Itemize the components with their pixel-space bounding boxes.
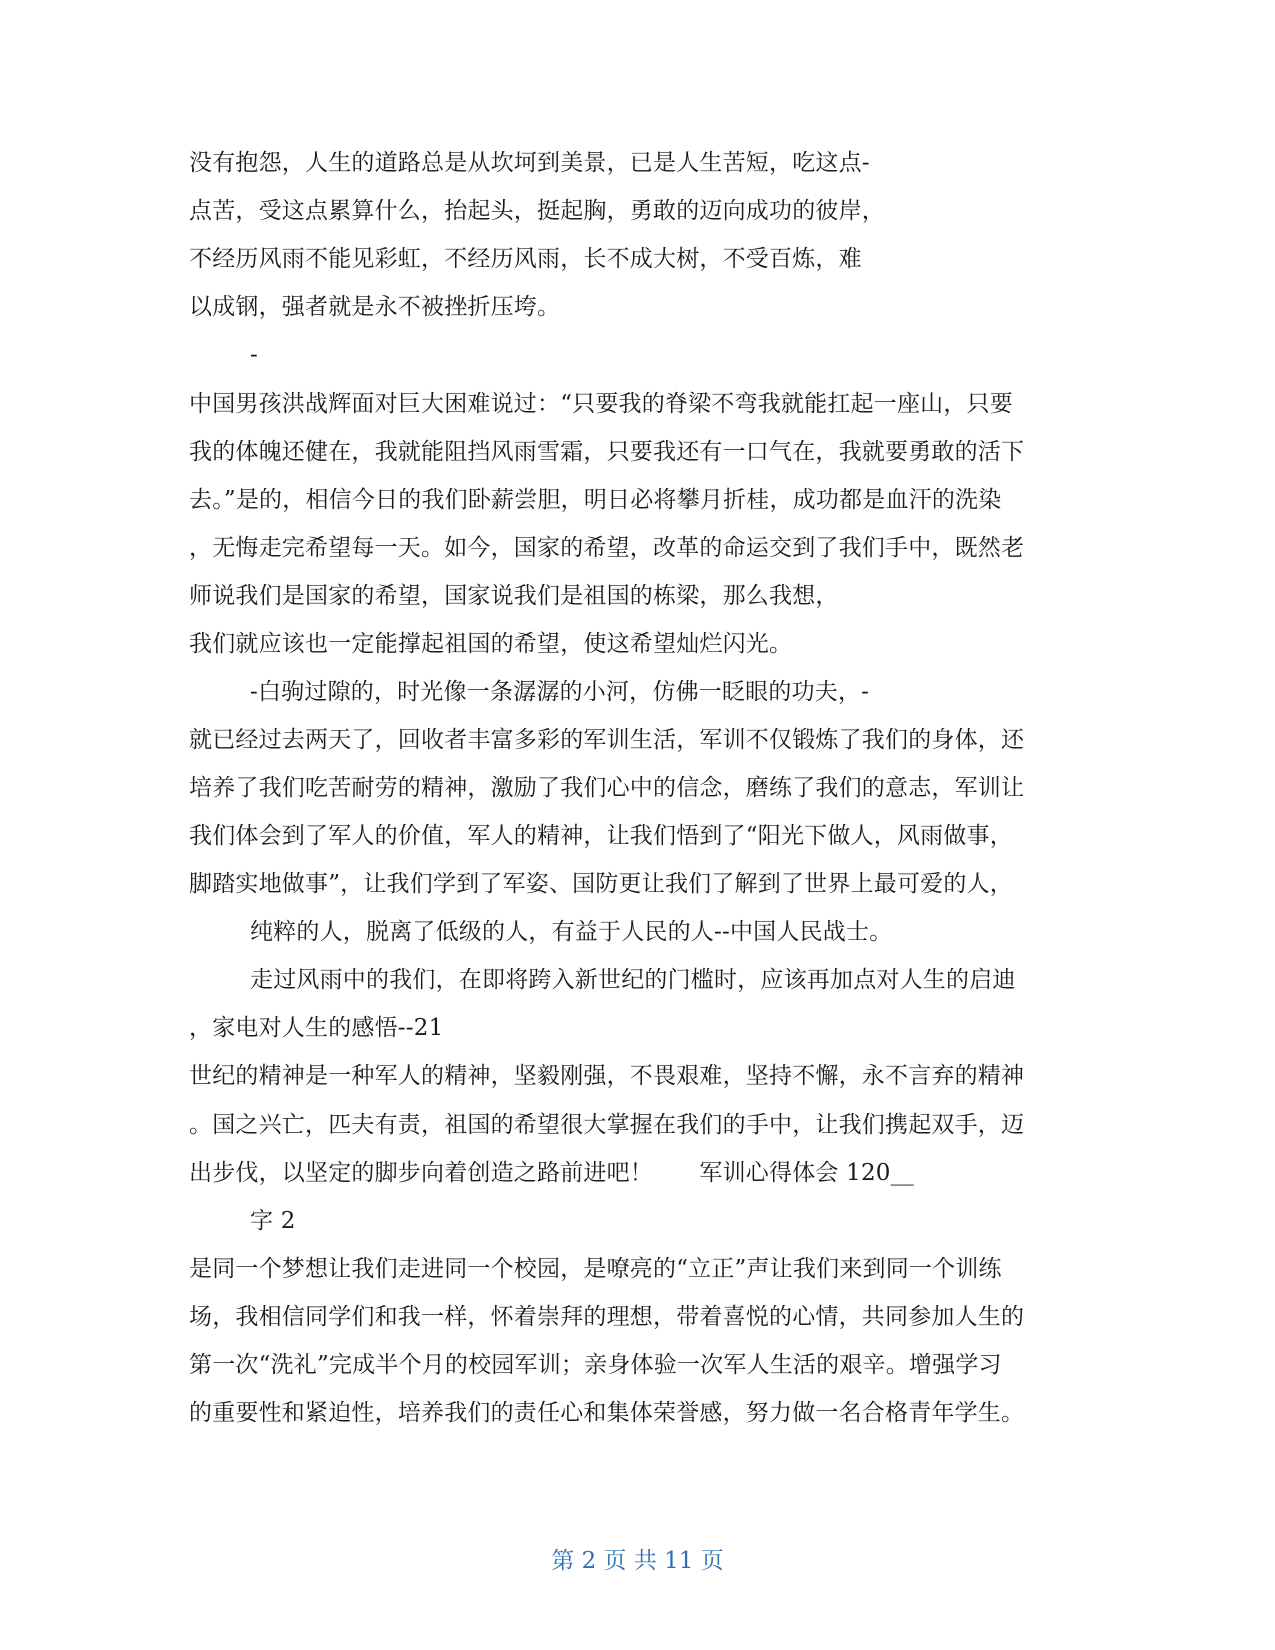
page-number-footer: 第 2 页 共 11 页 bbox=[551, 1548, 724, 1574]
body-text-line: 。国之兴亡，匹夫有责，祖国的希望很大掌握在我们的手中，让我们携起双手，迈 bbox=[189, 1112, 1025, 1138]
body-text-line: 我的体魄还健在，我就能阻挡风雨雪霜，只要我还有一口气在，我就要勇敢的活下 bbox=[189, 439, 1025, 465]
body-text-line: 中国男孩洪战辉面对巨大困难说过：“只要我的脊梁不弯我就能扛起一座山，只要 bbox=[189, 391, 1013, 417]
body-text-line: -白驹过隙的，时光像一条潺潺的小河，仿佛一眨眼的功夫，- bbox=[250, 679, 870, 705]
body-text-line: 脚踏实地做事”，让我们学到了军姿、国防更让我们了解到了世界上最可爱的人， bbox=[189, 871, 1013, 897]
body-text-line: 出步伐，以坚定的脚步向着创造之路前进吧！ 军训心得体会 120__ bbox=[189, 1160, 915, 1186]
body-text-line: 师说我们是国家的希望，国家说我们是祖国的栋梁，那么我想， bbox=[189, 583, 839, 609]
body-text-line: 以成钢，强者就是永不被挫折压垮。 bbox=[189, 294, 561, 320]
body-text-line: 我们体会到了军人的价值，军人的精神，让我们悟到了“阳光下做人，风雨做事， bbox=[189, 823, 1013, 849]
body-text-line: 世纪的精神是一种军人的精神，坚毅刚强，不畏艰难，坚持不懈，永不言弃的精神 bbox=[189, 1063, 1025, 1089]
body-text-line: 场，我相信同学们和我一样，怀着崇拜的理想，带着喜悦的心情，共同参加人生的 bbox=[189, 1304, 1025, 1330]
body-text-line: 是同一个梦想让我们走进同一个校园，是嘹亮的“立正”声让我们来到同一个训练 bbox=[189, 1256, 1002, 1282]
body-text-line: 没有抱怨，人生的道路总是从坎坷到美景，已是人生苦短，吃这点- bbox=[189, 150, 870, 176]
body-text-line: ，无悔走完希望每一天。如今，国家的希望，改革的命运交到了我们手中，既然老 bbox=[189, 535, 1025, 561]
body-text-line: 走过风雨中的我们，在即将跨入新世纪的门槛时，应该再加点对人生的启迪 bbox=[250, 967, 1016, 993]
body-text-line: ，家电对人生的感悟--21 bbox=[189, 1015, 444, 1041]
body-text-line: 第一次“洗礼”完成半个月的校园军训；亲身体验一次军人生活的艰辛。增强学习 bbox=[189, 1352, 1002, 1378]
body-text-line: - bbox=[250, 342, 258, 368]
body-text-line: 不经历风雨不能见彩虹，不经历风雨，长不成大树，不受百炼，难 bbox=[189, 246, 862, 272]
body-text-line: 我们就应该也一定能撑起祖国的希望，使这希望灿烂闪光。 bbox=[189, 631, 793, 657]
body-text-line: 去。”是的，相信今日的我们卧薪尝胆，明日必将攀月折桂，成功都是血汗的洗染 bbox=[189, 487, 1002, 513]
body-text-line: 字 2 bbox=[250, 1208, 296, 1234]
body-text-line: 纯粹的人，脱离了低级的人，有益于人民的人--中国人民战士。 bbox=[250, 919, 893, 945]
body-text-line: 点苦，受这点累算什么，抬起头，挺起胸，勇敢的迈向成功的彼岸， bbox=[189, 198, 885, 224]
body-text-line: 培养了我们吃苦耐劳的精神，激励了我们心中的信念，磨练了我们的意志，军训让 bbox=[189, 775, 1025, 801]
body-text-line: 就已经过去两天了，回收者丰富多彩的军训生活，军训不仅锻炼了我们的身体，还 bbox=[189, 727, 1025, 753]
body-text-line: 的重要性和紧迫性，培养我们的责任心和集体荣誉感，努力做一名合格青年学生。 bbox=[189, 1400, 1025, 1426]
